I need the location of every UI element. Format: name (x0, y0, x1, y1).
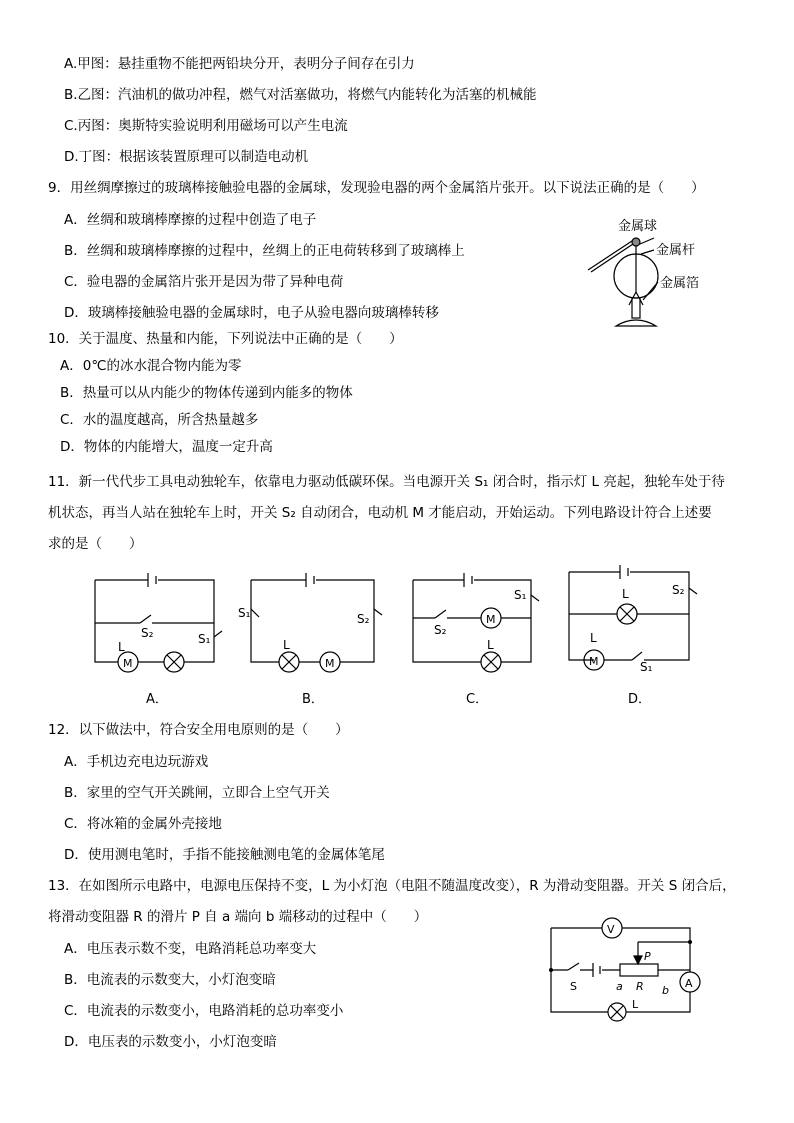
q13-node-right (688, 940, 692, 944)
circuit-b (236, 565, 386, 710)
circuit-a-s1: S₁ (198, 632, 211, 646)
q13-p-label: P (644, 950, 651, 963)
caption-a: A． (146, 692, 168, 707)
circuit-d (554, 560, 704, 710)
q13-option-d: D．电压表的示数变小，小灯泡变暗 (64, 1034, 277, 1050)
q9-option-a: A．丝绸和玻璃棒摩擦的过程中创造了电子 (64, 212, 317, 228)
q13-ammeter-label: A (685, 977, 693, 990)
q9-stem: 9．用丝绸摩擦过的玻璃棒接触验电器的金属球，发现验电器的两个金属箔片张开。以下说法正确的是（ ） (48, 180, 705, 196)
q13-voltmeter-label: V (607, 923, 615, 936)
circuit-c-s2: S₂ (434, 623, 447, 637)
circuit-d-s1: S₁ (640, 660, 653, 674)
label-foil: 金属箔 (660, 276, 700, 291)
circuit-b-l: L (283, 638, 290, 652)
q9-option-c: C．验电器的金属箔片张开是因为带了异种电荷 (64, 274, 344, 290)
q10-option-a: A．0℃的冰水混合物内能为零 (60, 358, 242, 374)
q9-option-b: B．丝绸和玻璃棒摩擦的过程中，丝绸上的正电荷转移到了玻璃棒上 (64, 243, 465, 259)
q11-stem-line3: 求的是（ ） (48, 536, 143, 552)
q12-option-b: B．家里的空气开关跳闸，立即合上空气开关 (64, 785, 330, 801)
circuit-c-m: M (486, 613, 496, 626)
q13-node-left (549, 968, 553, 972)
q13-option-b: B．电流表的示数变大，小灯泡变暗 (64, 972, 276, 988)
q11-stem-line2: 机状态，再当人站在独轮车上时，开关 S₂ 自动闭合，电动机 M 才能启动，开始运动。下列电路设计符合上述要 (48, 505, 712, 521)
caption-b: B． (302, 692, 324, 707)
q13-r-label: R (636, 980, 644, 993)
q13-s-label: S (570, 980, 577, 993)
circuit-a-l: L (118, 640, 125, 654)
circuit-a-s2: S₂ (141, 626, 154, 640)
q10-option-d: D．物体的内能增大，温度一定升高 (60, 439, 273, 455)
q10-stem: 10．关于温度、热量和内能，下列说法中正确的是（ ） (48, 331, 403, 347)
circuit-c-s1: S₁ (514, 588, 527, 602)
q11-stem-line1: 11．新一代代步工具电动独轮车，依靠电力驱动低碳环保。当电源开关 S₁ 闭合时，指示灯 L 亮起，独轮车处于待 (48, 474, 725, 490)
label-ball: 金属球 (618, 219, 658, 234)
circuit-b-m: M (325, 657, 335, 670)
q13-option-a: A．电压表示数不变，电路消耗总功率变大 (64, 941, 317, 957)
q8-option-d: D.丁图：根据该装置原理可以制造电动机 (64, 149, 309, 165)
circuit-a-m: M (123, 657, 133, 670)
q12-option-d: D．使用测电笔时，手指不能接触测电笔的金属体笔尾 (64, 847, 385, 863)
q10-option-c: C．水的温度越高，所含热量越多 (60, 412, 259, 428)
q13-a-label: a (616, 980, 623, 993)
label-rod: 金属杆 (656, 243, 696, 258)
caption-c: C． (466, 692, 489, 707)
q13-option-c: C．电流表的示数变小，电路消耗的总功率变小 (64, 1003, 344, 1019)
q8-option-a: A.甲图：悬挂重物不能把两铅块分开，表明分子间存在引力 (64, 56, 415, 72)
circuit-d-m: M (589, 655, 599, 668)
q8-option-c: C.丙图：奥斯特实验说明利用磁场可以产生电流 (64, 118, 348, 134)
q9-option-d: D．玻璃棒接触验电器的金属球时，电子从验电器向玻璃棒转移 (64, 305, 439, 321)
q13-l-label: L (632, 998, 639, 1011)
circuit-a (80, 565, 230, 710)
circuit-b-s2: S₂ (357, 612, 370, 626)
circuit-c-l: L (487, 638, 494, 652)
circuit-d-l-left: L (590, 631, 597, 645)
circuit-c (398, 565, 548, 710)
q12-option-c: C．将冰箱的金属外壳接地 (64, 816, 222, 832)
q13-b-label: b (662, 984, 669, 997)
circuit-d-s2: S₂ (672, 583, 685, 597)
q12-stem: 12．以下做法中，符合安全用电原则的是（ ） (48, 722, 349, 738)
q13-stem-line2: 将滑动变阻器 R 的滑片 P 自 a 端向 b 端移动的过程中（ ） (48, 909, 428, 925)
q12-option-a: A．手机边充电边玩游戏 (64, 754, 209, 770)
q13-circuit-figure (540, 912, 715, 1032)
q8-option-b: B.乙图：汽油机的做功冲程，燃气对活塞做功，将燃气内能转化为活塞的机械能 (64, 87, 537, 103)
electroscope-figure (580, 210, 720, 335)
circuit-d-l-top: L (622, 587, 629, 601)
circuit-b-s1: S₁ (238, 606, 251, 620)
q13-stem-line1: 13．在如图所示电路中，电源电压保持不变，L 为小灯泡（电阻不随温度改变），R 为滑动变阻器。开关 S 闭合后， (48, 878, 736, 894)
caption-d: D． (628, 692, 652, 707)
q10-option-b: B．热量可以从内能少的物体传递到内能多的物体 (60, 385, 353, 401)
